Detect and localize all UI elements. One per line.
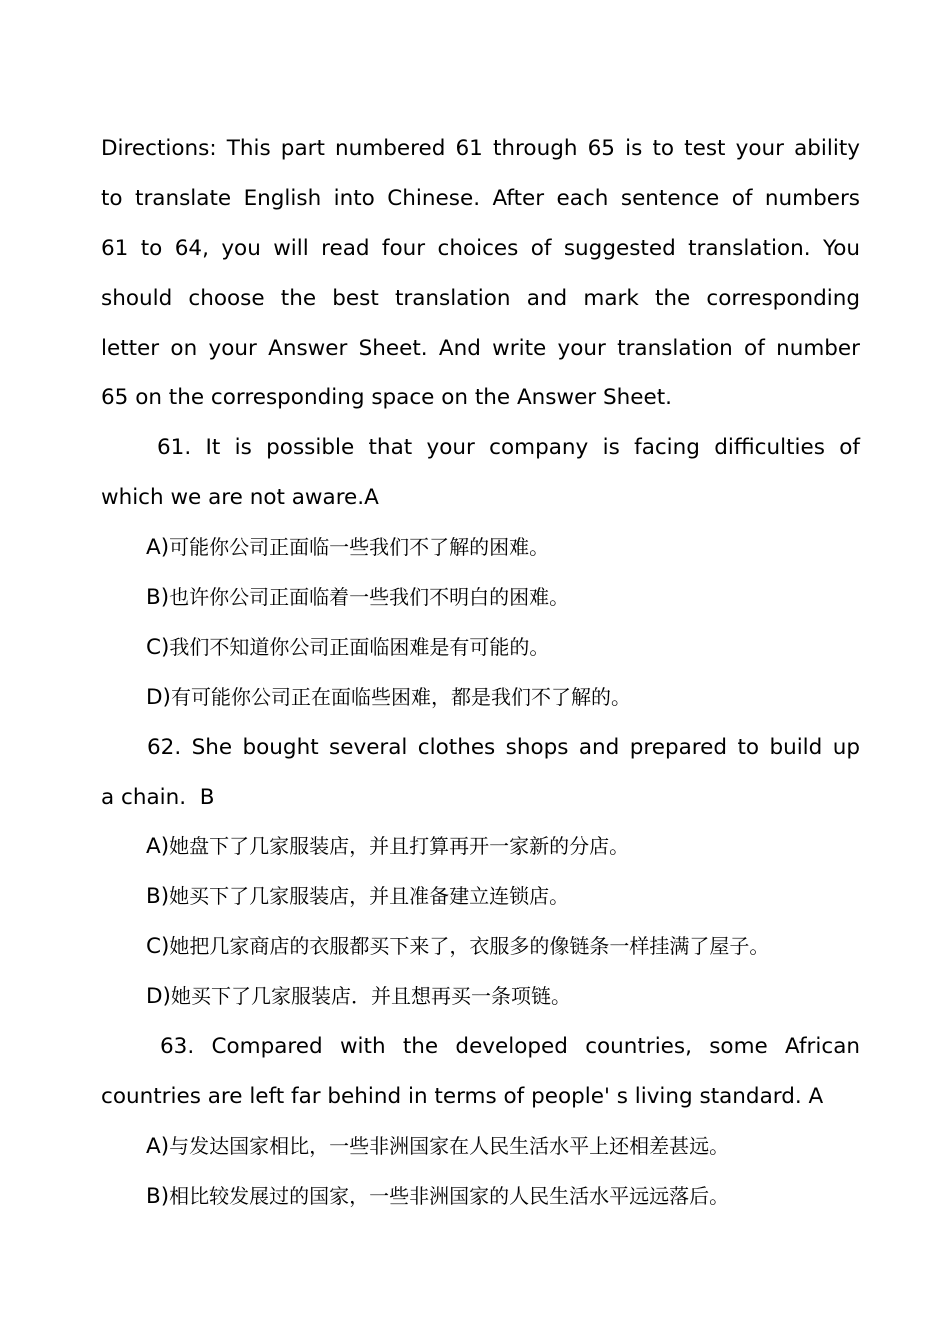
option-letter: C) [146, 934, 170, 960]
question-text: a chain. B [101, 784, 215, 810]
directions-line: to translate English into Chinese. After each sentence of numbers [101, 185, 860, 211]
option-d [101, 673, 860, 723]
directions-line: letter on your Answer Sheet. And write your translation of number [101, 335, 860, 361]
question-text: 61. It is possible that your company is facing difficulties of [157, 435, 860, 461]
question-text: 63. Compared with the developed countries, some African [160, 1034, 860, 1060]
question-text: 62. She bought several clothes shops and prepared to build up [147, 734, 860, 760]
option-letter: D) [146, 984, 171, 1010]
option-letter: B) [146, 1183, 170, 1209]
option-b [101, 872, 860, 922]
option-c [101, 922, 860, 972]
option-d [101, 972, 860, 1022]
option-a [101, 523, 860, 573]
option-a [101, 822, 860, 872]
option-a [101, 1122, 860, 1172]
directions-paragraph [101, 124, 860, 423]
option-letter: A) [146, 535, 170, 561]
question-63 [101, 1022, 860, 1222]
option-text: 她买下了几家服装店，并且准备建立连锁店。 [169, 884, 570, 909]
directions-line: should choose the best translation and mark the corresponding [101, 285, 860, 311]
option-text: 她把几家商店的衣服都买下来了，衣服多的像链条一样挂满了屋子。 [169, 934, 770, 959]
directions-line: 61 to 64, you will read four choices of suggested translation. You [101, 235, 860, 261]
option-letter: A) [146, 834, 170, 860]
option-letter: A) [146, 1133, 170, 1159]
option-text: 她盘下了几家服装店，并且打算再开一家新的分店。 [169, 834, 630, 859]
question-text: which we are not aware.A [101, 485, 379, 511]
option-text: 可能你公司正面临一些我们不了解的困难。 [169, 535, 550, 560]
option-b [101, 1172, 860, 1222]
option-letter: C) [146, 634, 170, 660]
option-c [101, 623, 860, 673]
directions-line: 65 on the corresponding space on the Answer Sheet. [101, 385, 672, 411]
question-61 [101, 423, 860, 722]
option-text: 有可能你公司正在面临些困难，都是我们不了解的。 [170, 684, 631, 709]
option-letter: D) [146, 684, 171, 710]
document-page [101, 124, 860, 1222]
question-62 [101, 723, 860, 1022]
option-letter: B) [146, 884, 170, 910]
question-text: countries are left far behind in terms of people' s living standard. A [101, 1083, 824, 1109]
option-b [101, 573, 860, 623]
option-text: 与发达国家相比，一些非洲国家在人民生活水平上还相差甚远。 [169, 1133, 730, 1158]
directions-line: Directions: This part numbered 61 through 65 is to test your ability [101, 136, 860, 161]
option-text: 我们不知道你公司正面临困难是有可能的。 [169, 634, 550, 659]
option-text: 也许你公司正面临着一些我们不明白的困难。 [169, 585, 570, 610]
option-letter: B) [146, 585, 170, 611]
option-text: 相比较发展过的国家，一些非洲国家的人民生活水平远远落后。 [169, 1183, 730, 1208]
option-text: 她买下了几家服装店．并且想再买一条项链。 [170, 984, 571, 1009]
